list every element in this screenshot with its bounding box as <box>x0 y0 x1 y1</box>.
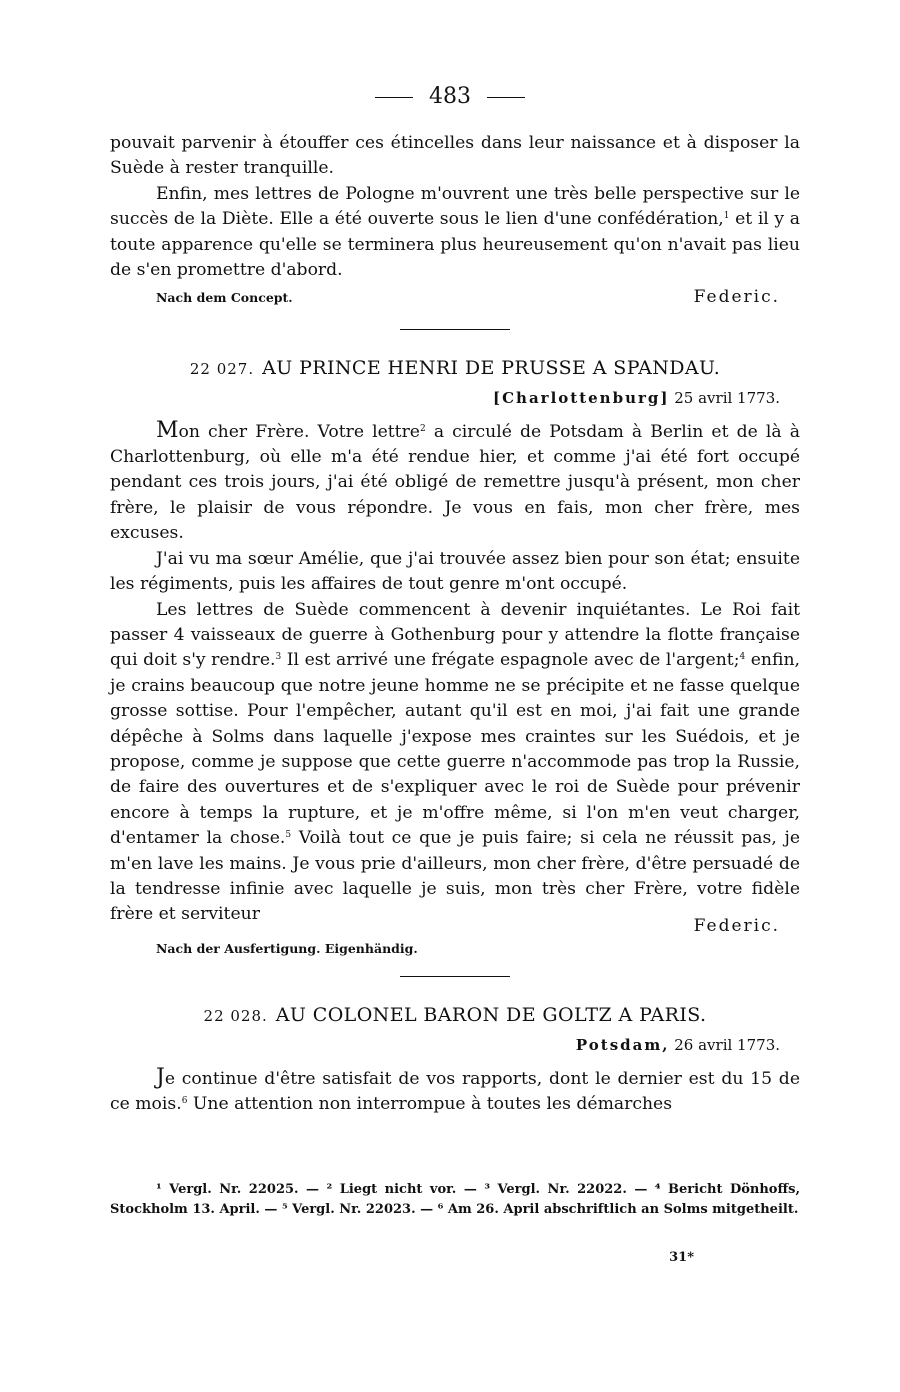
section-divider <box>400 976 510 977</box>
continuation-paragraph-1: pouvait parvenir à étouffer ces étincelles dans leur naissance et à disposer la Suède à rester tranquille. <box>110 133 800 179</box>
text-span: et il y a toute apparence qu'elle se terminera plus heureusement qu'on n'avait pas lieu de s'en promettre d'abord. <box>110 209 801 281</box>
place: Potsdam, <box>575 1036 670 1055</box>
initial-letter: J <box>156 1064 165 1090</box>
sheet-mark: 31* <box>669 1250 694 1265</box>
letter1-paragraph-3 <box>110 598 800 928</box>
letter2-paragraph-1 <box>110 1065 800 1118</box>
dateline <box>110 386 800 411</box>
footnote-ref: 2 <box>419 423 426 434</box>
date: 25 avril 1773. <box>669 389 780 408</box>
main-text <box>110 131 800 1117</box>
letter-number: 22 028. <box>203 1006 268 1025</box>
footnotes: ¹ Vergl. Nr. 22025. — ² Liegt nicht vor. — ³ Vergl. Nr. 22022. — ⁴ Bericht Dönhoffs, Stockholm 13. April. — ⁵ Vergl. Nr. 22023. — ⁶ Am 26. April abschriftlich an Solms mitgetheilt. <box>110 1182 800 1217</box>
text-span: on cher Frère. Votre lettre <box>178 421 420 442</box>
source-note: Nach der Ausfertigung. Eigenhändig. <box>156 940 418 956</box>
date: 26 avril 1773. <box>669 1036 780 1055</box>
signature: Federic. <box>693 915 780 936</box>
place: [Charlottenburg] <box>493 389 670 408</box>
footnote-ref: 5 <box>285 830 292 841</box>
text-span: e continue d'être satisfait de vos rapports, dont le dernier est du 15 de ce mois. <box>110 1068 800 1114</box>
header-dash-left <box>375 97 413 98</box>
header-dash-right <box>487 97 525 98</box>
section-divider <box>400 329 510 330</box>
text-span: Les lettres de Suède commencent à devenir inquiétantes. Le Roi fait passer 4 vaisseaux de guerre à Gothenburg pour y attendre la flotte française qui doit s'y rendre. <box>110 599 800 671</box>
footnote-ref: 6 <box>181 1096 188 1106</box>
letter1-paragraph-2: J'ai vu ma sœur Amélie, que j'ai trouvée assez bien pour son état; ensuite les régiments, puis les affaires de tout genre m'ont occupé. <box>110 548 800 595</box>
source-note: Nach dem Concept. <box>156 290 293 306</box>
letter-number: 22 027. <box>189 359 255 378</box>
letter1-paragraph-1 <box>110 418 800 547</box>
continuation-paragraph-2 <box>110 182 800 284</box>
page-number: 483 <box>429 84 471 109</box>
text-span: Il est arrivé une frégate espagnole avec de l'argent; <box>281 650 740 671</box>
signature-block-1 <box>110 285 800 310</box>
text-span: Enfin, mes lettres de Pologne m'ouvrent une très belle perspective sur le succès de la Diète. Elle a été ouverte sous le lien d'une confédération, <box>110 183 800 230</box>
footnote-ref: 3 <box>275 652 282 663</box>
letter-title: AU COLONEL BARON DE GOLTZ A PARIS. <box>275 1003 707 1026</box>
text-span: a circulé de Potsdam à Berlin et de là à Charlottenburg, où elle m'a été rendue hier, et comme j'ai été fort occupé pendant ces trois jours, j'ai été obligé de remettre jusqu'à présent, mon cher frère, le plaisir de vous répondre. Je vous en fais, mon cher frère, mes excuses. <box>110 421 800 544</box>
letter-title: AU PRINCE HENRI DE PRUSSE A SPANDAU. <box>262 356 721 379</box>
letter-heading-22028 <box>110 1003 800 1029</box>
initial-letter: M <box>156 417 179 443</box>
footnote-ref: 1 <box>723 211 730 222</box>
footnote-ref: 4 <box>739 652 746 663</box>
signature-block-2 <box>110 915 800 958</box>
dateline <box>110 1033 800 1058</box>
signature: Federic. <box>693 287 780 308</box>
text-span: enfin, je crains beaucoup que notre jeune homme ne se précipite et ne fasse quelque grosse sottise. Pour l'empêcher, autant qu'il est en moi, j'ai fait une grande dépêche à Solms dans laquelle j'expose mes craintes sur les Suédois, et je propose, comme je suppose que cette guerre n'accommode pas trop la Russie, de faire des ouvertures et de s'expliquer avec le roi de Suède pour prévenir encore à temps la rupture, et je m'offre même, si l'on m'en veut charger, d'entamer la chose. <box>110 650 801 849</box>
page-header <box>0 84 900 109</box>
text-span: Voilà tout ce que je puis faire; si cela ne réussit pas, je m'en lave les mains. Je vous prie d'ailleurs, mon cher frère, d'être persuadé de la tendresse infinie avec laquelle je suis, mon très cher Frère, votre fidèle frère et serviteur <box>110 828 800 925</box>
text-span: Une attention non interrompue à toutes les démarches <box>187 1094 673 1114</box>
letter-heading-22027 <box>110 356 800 382</box>
